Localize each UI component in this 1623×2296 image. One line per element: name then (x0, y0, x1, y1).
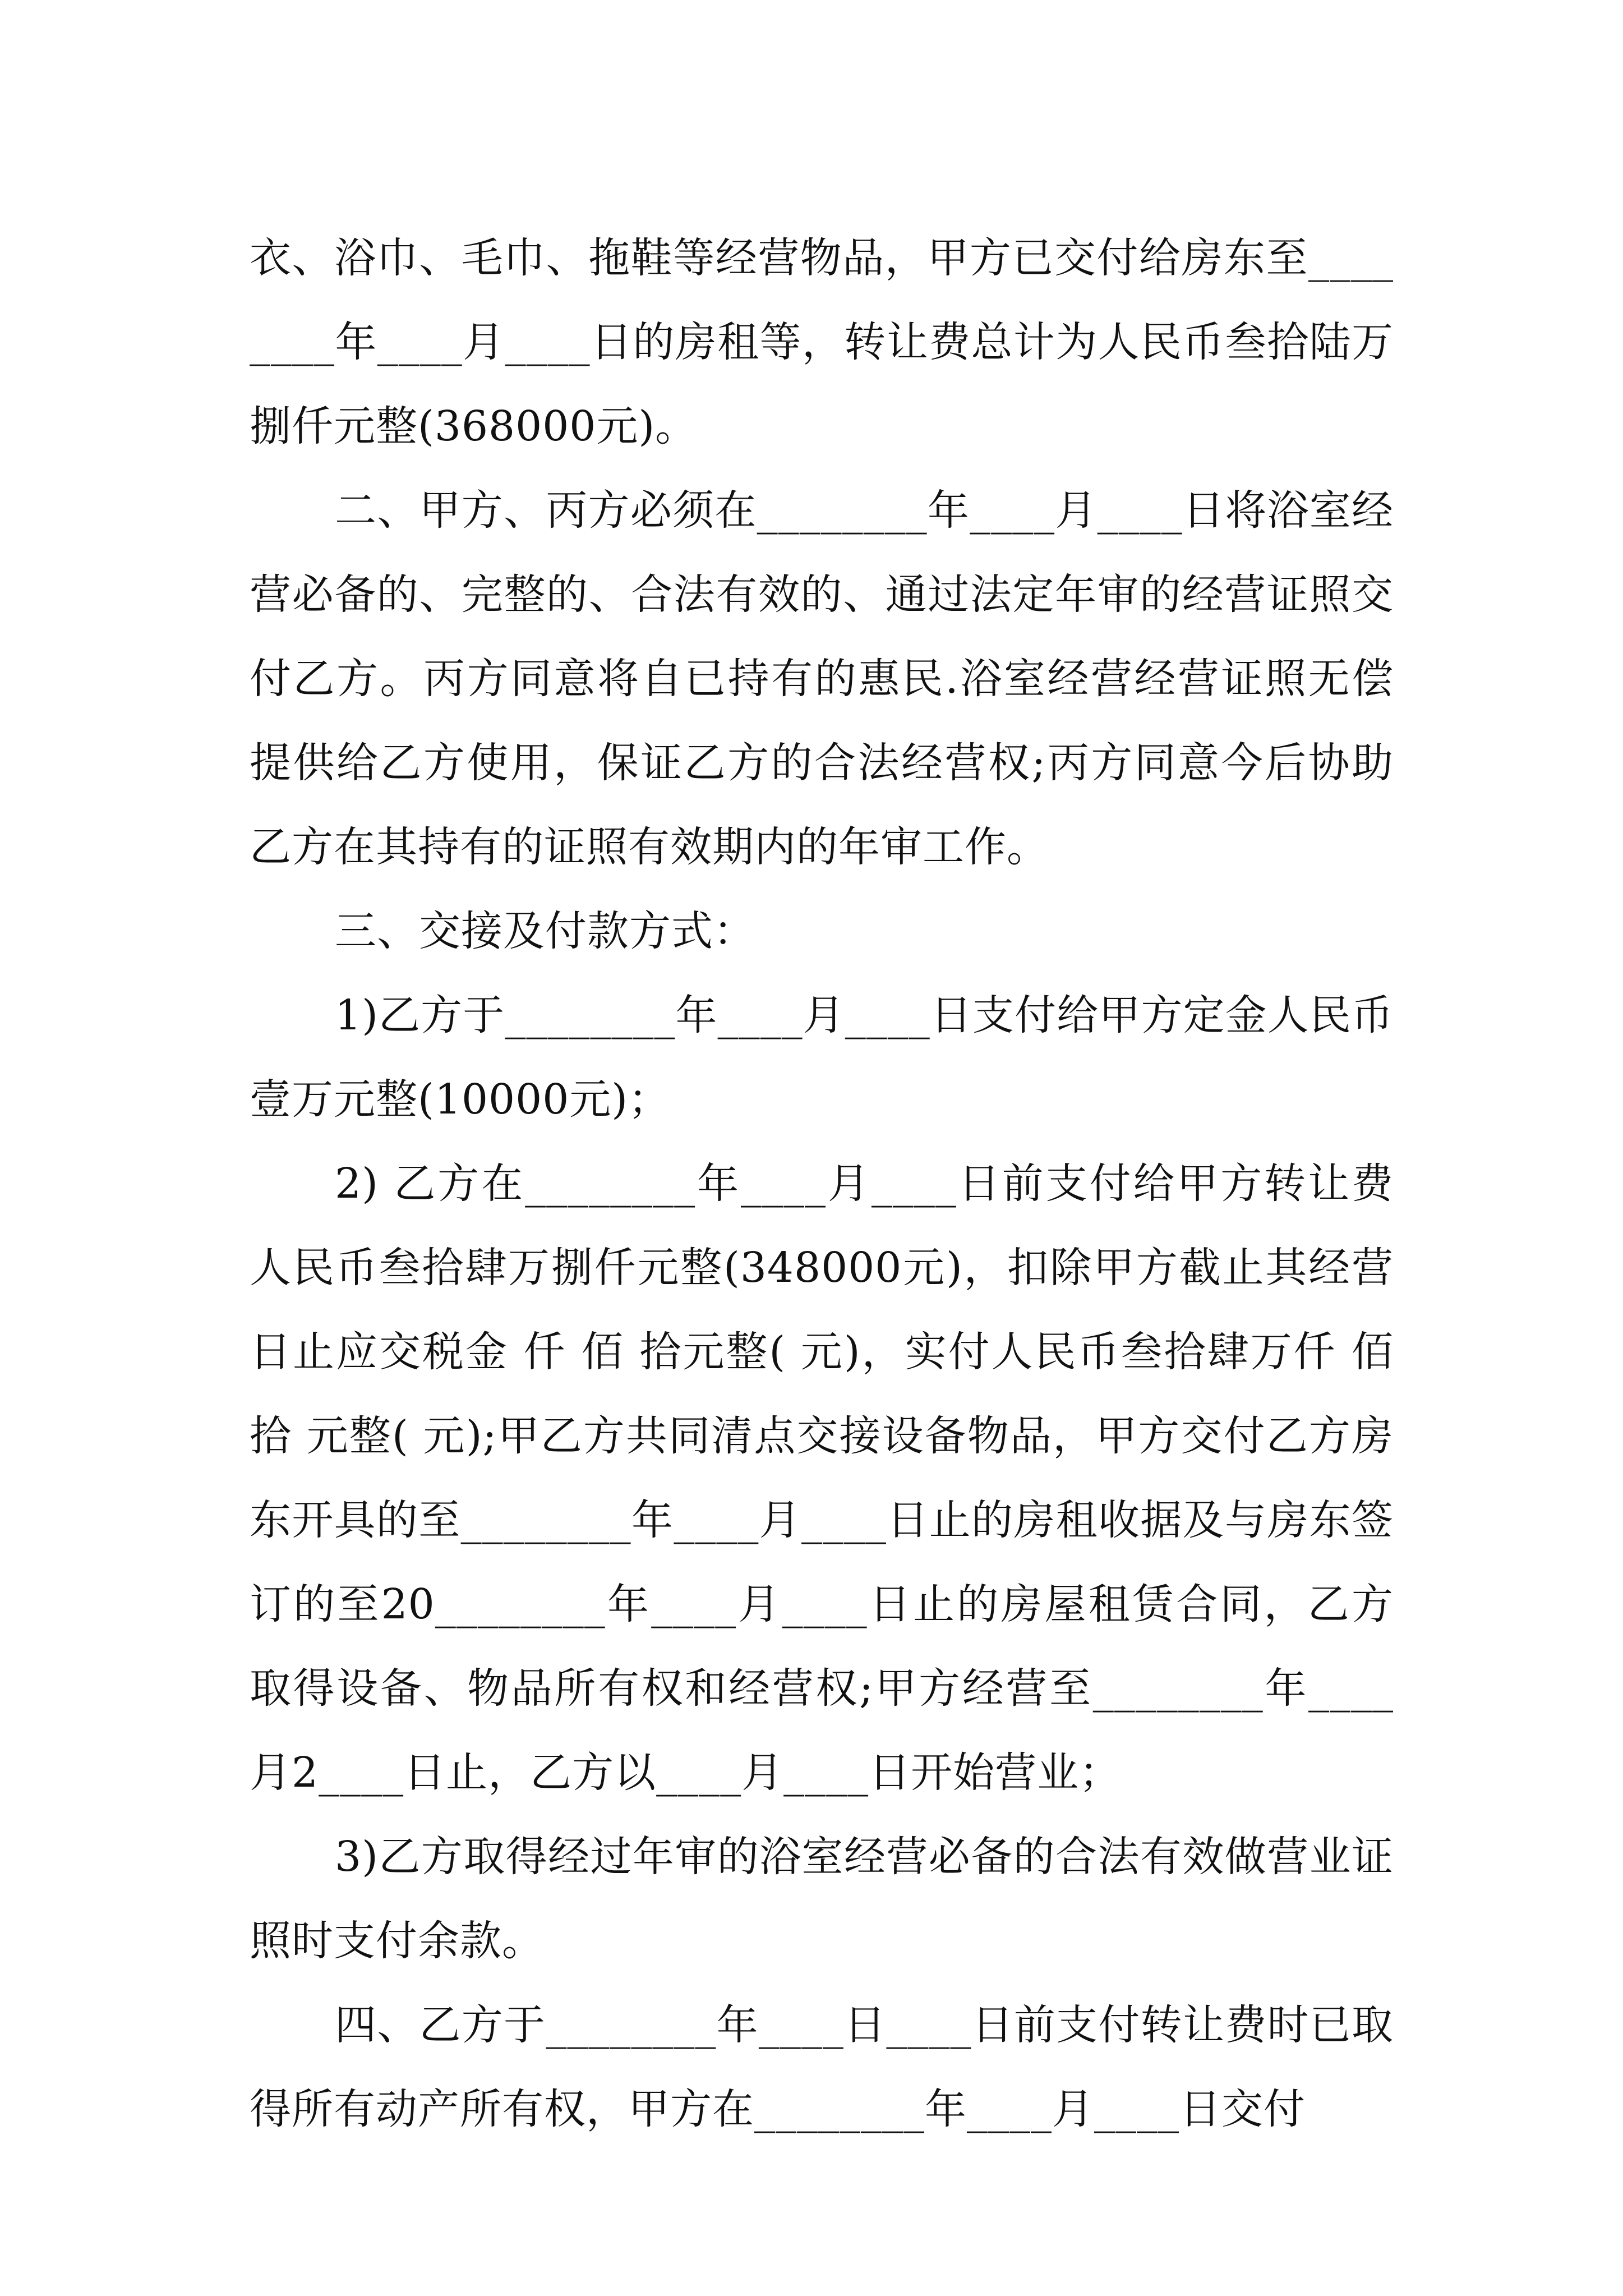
paragraph-2: 二、甲方、丙方必须在________年____月____日将浴室经营必备的、完整的、合法有效的、通过法定年审的经营证照交付乙方。丙方同意将自已持有的惠民.浴室经营经营证照无偿提供给乙方使用，保证乙方的合法经营权;丙方同意今后协助乙方在其持有的证照有效期内的年审工作。 (250, 486, 1394, 871)
paragraph-5: 2) 乙方在________年____月____日前支付给甲方转让费人民币叁拾肆万捌仟元整(348000元)，扣除甲方截止其经营日止应交税金 仟 佰 拾元整( 元)，实付人民币叁拾肆万仟 佰 拾 元整( 元);甲乙方共同清点交接设备物品，甲方交付乙方房东开具的至________年____月____日止的房租收据及与房东签订的至20________年____月____日止的房屋租赁合同，乙方取得设备、物品所有权和经营权;甲方经营至________年____月2____日止，乙方以____月____日开始营业； (250, 1159, 1394, 1797)
paragraph-4: 1)乙方于________年____月____日支付给甲方定金人民币壹万元整(10000元)； (250, 991, 1394, 1124)
paragraph-6: 3)乙方取得经过年审的浴室经营必备的合法有效做营业证照时支付余款。 (250, 1833, 1394, 1965)
document-body (250, 216, 1394, 2151)
paragraph-3: 三、交接及付款方式： (335, 907, 755, 955)
paragraph-1: 衣、浴巾、毛巾、拖鞋等经营物品，甲方已交付给房东至________年____月____日的房租等，转让费总计为人民币叁拾陆万捌仟元整(368000元)。 (250, 234, 1394, 450)
paragraph-7: 四、乙方于________年____日____日前支付转让费时已取得所有动产所有权，甲方在________年____月____日交付 (250, 2001, 1394, 2133)
